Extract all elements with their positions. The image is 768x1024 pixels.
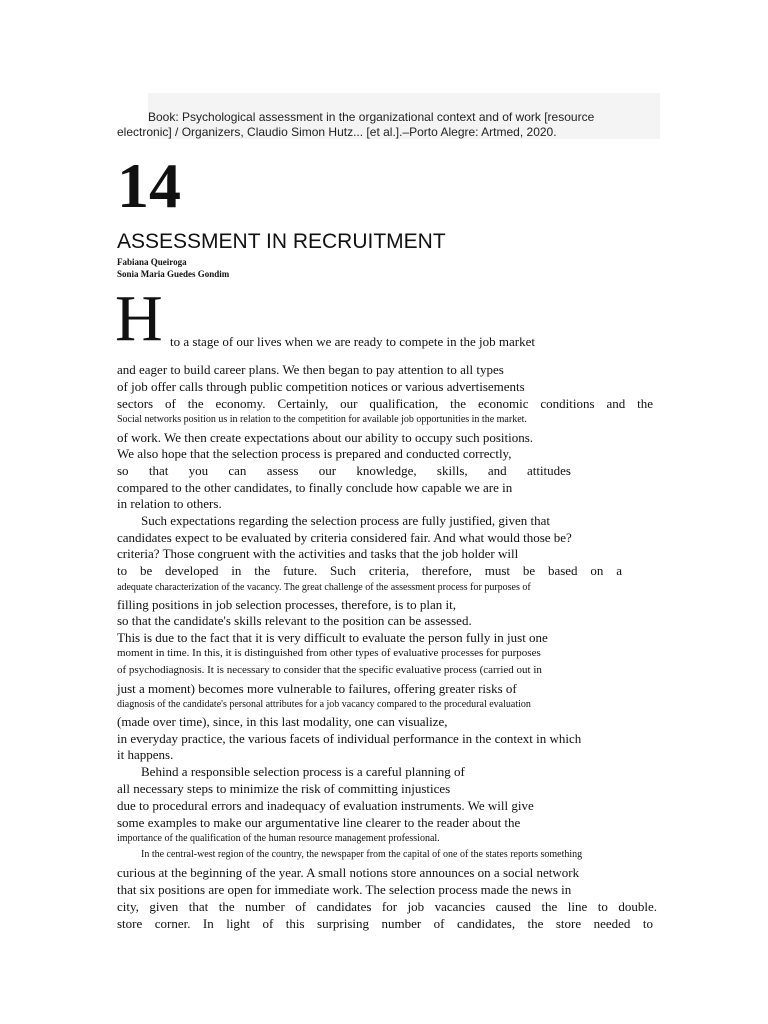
text-line: importance of the qualification of the human resource management professional. <box>117 833 440 844</box>
text-line: In the central-west region of the country, the newspaper from the capital of one of the states reports something <box>141 849 583 860</box>
text-line: sectors of the economy. Certainly, our qualification, the economic conditions and the <box>117 396 653 411</box>
paragraph-first-line: to a stage of our lives when we are ready to compete in the job market <box>170 334 535 349</box>
text-line: some examples to make our argumentative line clearer to the reader about the <box>117 815 521 830</box>
text-line: city, given that the number of candidates for job vacancies caused the line to double. <box>117 899 657 914</box>
author-name: Fabiana Queiroga <box>117 257 187 267</box>
chapter-title: ASSESSMENT IN RECRUITMENT <box>117 230 446 253</box>
chapter-number: 14 <box>117 150 181 221</box>
citation-line-1: Book: Psychological assessment in the organizational context and of work [resource <box>148 110 595 124</box>
text-line: Such expectations regarding the selection process are fully justified, given that <box>141 513 551 528</box>
text-line: so that you can assess our knowledge, skills, and attitudes <box>117 463 571 478</box>
text-line: of psychodiagnosis. It is necessary to consider that the specific evaluative process (carried out in <box>117 664 542 676</box>
text-line: moment in time. In this, it is distinguished from other types of evaluative processes for purposes <box>117 647 541 659</box>
text-line: in everyday practice, the various facets of individual performance in the context in which <box>117 731 582 746</box>
text-line: We also hope that the selection process is prepared and conducted correctly, <box>117 446 512 461</box>
text-line: of job offer calls through public competition notices or various advertisements <box>117 379 525 394</box>
text-line: it happens. <box>117 747 174 762</box>
text-line: store corner. In light of this surprising number of candidates, the store needed to <box>117 916 653 931</box>
text-line: curious at the beginning of the year. A small notions store announces on a social network <box>117 865 580 880</box>
text-line: Behind a responsible selection process is a careful planning of <box>141 764 465 779</box>
text-line: This is due to the fact that it is very difficult to evaluate the person fully in just one <box>117 630 548 645</box>
text-line: filling positions in job selection processes, therefore, is to plan it, <box>117 597 457 612</box>
text-line: (made over time), since, in this last modality, one can visualize, <box>117 714 448 729</box>
text-line: compared to the other candidates, to finally conclude how capable we are in <box>117 480 513 495</box>
text-line: candidates expect to be evaluated by criteria considered fair. And what would those be? <box>117 530 572 545</box>
drop-cap: H <box>115 282 163 355</box>
text-line: to be developed in the future. Such criteria, therefore, must be based on a <box>117 563 622 578</box>
citation-line-2: electronic] / Organizers, Claudio Simon Hutz... [et al.].–Porto Alegre: Artmed, 2020. <box>117 125 557 139</box>
text-line: that six positions are open for immediate work. The selection process made the news in <box>117 882 572 897</box>
text-line: so that the candidate's skills relevant to the position can be assessed. <box>117 613 472 628</box>
text-line: diagnosis of the candidate's personal attributes for a job vacancy compared to the procedural evaluation <box>117 699 531 710</box>
text-line: criteria? Those congruent with the activities and tasks that the job holder will <box>117 546 519 561</box>
text-line: of work. We then create expectations about our ability to occupy such positions. <box>117 430 534 445</box>
author-name: Sonia Maria Guedes Gondim <box>117 269 230 279</box>
text-line: adequate characterization of the vacancy. The great challenge of the assessment process for purposes of <box>117 582 531 593</box>
text-line: just a moment) becomes more vulnerable to failures, offering greater risks of <box>117 681 517 696</box>
text-line: and eager to build career plans. We then began to pay attention to all types <box>117 362 504 377</box>
text-line: all necessary steps to minimize the risk of committing injustices <box>117 781 451 796</box>
text-line: in relation to others. <box>117 496 222 511</box>
text-line: Social networks position us in relation to the competition for available job opportunities in the market. <box>117 414 527 425</box>
text-line: due to procedural errors and inadequacy of evaluation instruments. We will give <box>117 798 534 813</box>
